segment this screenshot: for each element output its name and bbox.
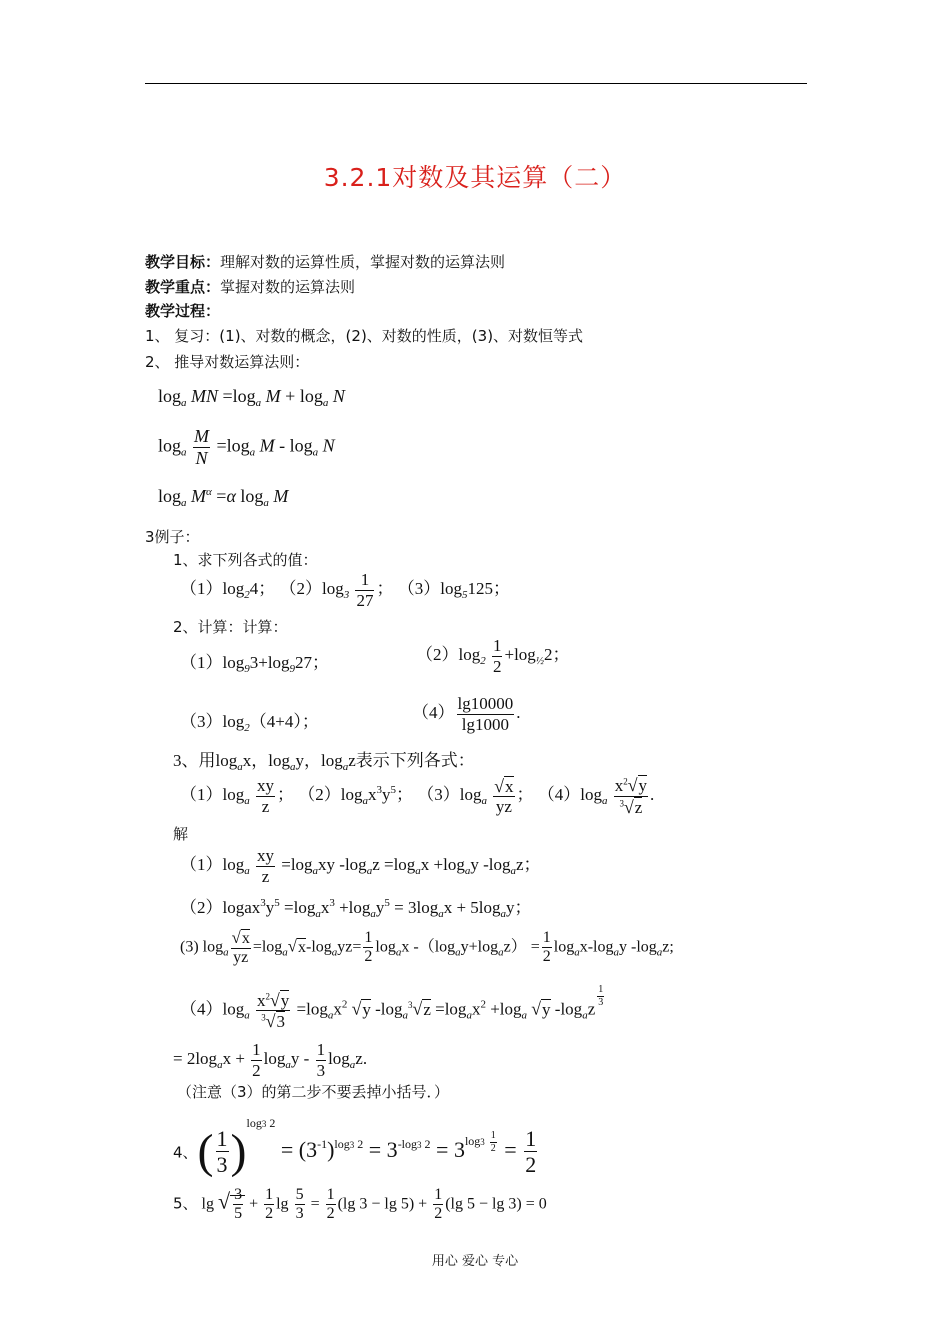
focus-text: 掌握对数的运算法则 (220, 278, 356, 296)
focus-label: 教学重点： (145, 278, 221, 296)
ex3-label-prefix: 3、用 (173, 751, 216, 770)
sol-4: $(4)\log_a$ $\frac{x^2√y}{^3√3}$ $=\log_ax^2$ √y $-\log_a^3√z =\log_ax^2 +\log_a$ √y $-\log_az$ $\frac{1}{3}$ (180, 984, 604, 1032)
goal-line (145, 251, 505, 272)
solution-label: 解 (173, 825, 189, 843)
ex2-label: 2、计算：计算： (173, 618, 288, 636)
item4-label: 4、 (173, 1143, 198, 1162)
note-line: （注意（3）的第二步不要丢掉小括号．） (177, 1083, 450, 1101)
ex2-expr-4: （4） $\frac{\lg 10000}{\lg 1000}$ . (412, 694, 521, 734)
examples-heading: 3例子： (145, 528, 200, 546)
focus-line (145, 276, 355, 297)
sol-4-cont: = $2\log_ax$ + $\frac{1}{2}$ $\log_ay$ - $\frac{1}{3}$ $\log_az$. (173, 1040, 368, 1080)
sol-3: (3) $\log_a$ $\frac{√x}{yz}$ $=\log_a√x-\log_ayz=$ $\frac{1}{2}$ $\log_ax$ $-(\log_ay+\log_az)$ = $\frac{1}{2}$ $\log_ax-\log_ay$ $-\log_az$; (180, 928, 674, 967)
ex2-p2: （2） (416, 644, 459, 664)
item4-expression: 4、( $\frac{1}{3}$ )$^{log3 2} = (3^{-1})^{log3 2} = 3^{-log3 2} = 3^{log3 \frac{1}{2}}$ = $\frac{1}{2}$ (173, 1116, 537, 1178)
ex2-p4: （4） (412, 702, 455, 722)
ex1-p1: （1） (180, 578, 223, 598)
rule-quotient: $\log_a$ $\frac{M}{N}$ $=\log_a$ M - $\log_a N$ (158, 426, 335, 468)
ex2-expr-2: $(2)\log_2$ $\frac{1}{2}$ $+\log_{\frac{1}{2}}2$； (416, 636, 570, 676)
page-title: 3.2.1对数及其运算（二） (323, 163, 627, 192)
ex1-p2: （2） (279, 578, 322, 598)
rule-product: $\log_a$ MN $=\log_a$ $M + \log_a N$ (158, 386, 345, 409)
sol-2: $(2)logax^3y^5 =\log_ax^3 +\log_ay^5 = 3\log_ax + 5\log_ay$； (180, 897, 532, 920)
sol-1: $(1)\log_a$ $\frac{xy}{z}$ $=\log_axy$ $-\log_az =\log_ax +\log_ay$ $-\log_az$； (180, 846, 541, 886)
review-line: 1、 复习：(1)、对数的概念，(2)、对数的性质，(3)、对数恒等式 (145, 327, 584, 345)
ex1-expressions: $(1)\log_24$； $(2)\log_3$ $\frac{1}{27}$ ； $(3)\log_5125$； (180, 570, 510, 610)
ex3-label: 3、用$\log_ax$，$\log_ay$，$\log_az$表示下列各式： (173, 751, 475, 773)
derive-line: 2、 推导对数运算法则： (145, 353, 310, 371)
process-label: 教学过程： (145, 302, 221, 320)
item5-label: 5、 (173, 1194, 198, 1213)
goal-text: 理解对数的运算性质，掌握对数的运算法则 (220, 253, 506, 271)
rule-power: $\log_a M^\alpha =\alpha$ $\log_a M$ (158, 486, 289, 509)
ex2-p1: （1） (180, 653, 223, 672)
ex1-label: 1、求下列各式的值： (173, 551, 318, 569)
ex3-label-suffix: 表示下列各式： (355, 751, 475, 770)
ex2-p3: （3） (180, 712, 223, 731)
item5-expression: 5、 lg √ $\frac{3}{5}$ + $\frac{1}{2}$ lg $\frac{5}{3}$ = $\frac{1}{2}$ (lg 3 − lg 5) + $\frac{1}{2}$ (lg 5 − lg 3) = 0 (173, 1186, 547, 1223)
ex1-p3: （3） (397, 578, 441, 598)
ex2-expr-1: $(1)\log_93+\log_927$； (180, 653, 330, 675)
page-footer: 用心 爱心 专心 (431, 1254, 519, 1269)
header-rule (145, 83, 807, 84)
ex3-expressions: $(1)\log_a$ $\frac{xy}{z}$ ； $(2)\log_ax^3y^5$； $(3)\log_a$ $\frac{√x}{yz}$ ； $(4)\log_a$ $\frac{x^2√y}{^3√z}$ . (180, 775, 655, 817)
goal-label: 教学目标： (145, 253, 221, 271)
ex2-expr-3: $(3)\log_2(4+4)$； (180, 712, 319, 734)
